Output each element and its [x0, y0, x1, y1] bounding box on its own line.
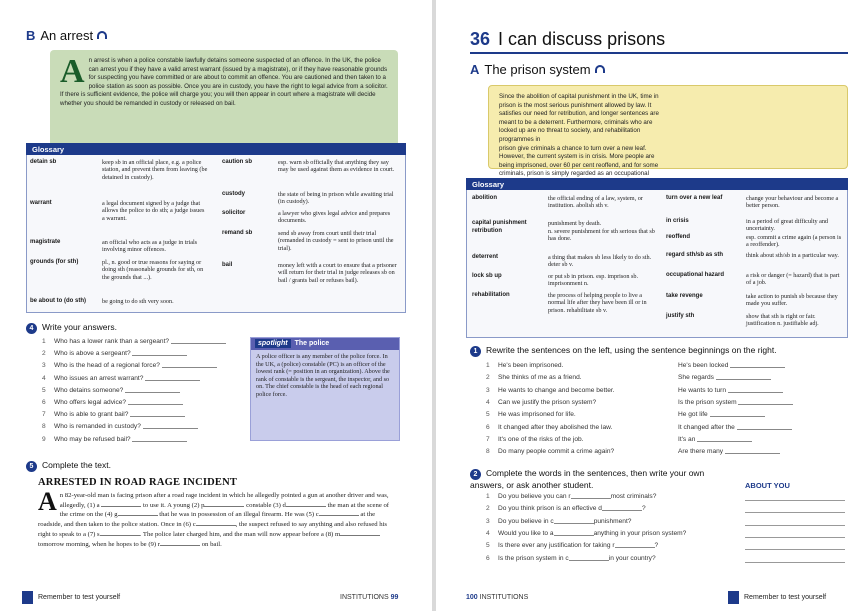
glossary-definition: a legal document signed by a judge that allows the police to do sth; a judge issues a warrant. — [102, 200, 205, 222]
about-you-line[interactable] — [745, 537, 845, 538]
section-a-heading: A The prison system — [470, 62, 605, 77]
rewrite-target-row — [678, 387, 783, 394]
glossary-definition: punishment by death. — [548, 220, 602, 227]
left-page — [0, 0, 432, 611]
glossary-definition: the state of being in prison while awaiting trial (in custody). — [278, 191, 394, 206]
sentence-start: Would you like to a — [498, 529, 554, 537]
answer-line[interactable] — [716, 374, 771, 380]
rewrite-source-row — [486, 362, 563, 369]
rewrite-source-row — [486, 411, 576, 418]
about-you-line[interactable] — [745, 512, 845, 513]
glossary-definition: esp. commit a crime again (a person is a reoffender). — [746, 234, 842, 249]
glossary-term: grounds (for sth) — [30, 259, 79, 265]
exercise-1-heading: 1 Rewrite the sentences on the left, using the sentence beginnings on the right. — [470, 345, 777, 357]
question-number: 2 — [42, 350, 46, 358]
complete-row — [486, 542, 658, 549]
glossary-term: lock sb up — [472, 273, 502, 279]
complete-row — [486, 518, 631, 525]
blank-7[interactable] — [100, 530, 140, 536]
glossary-term: deterrent — [472, 254, 499, 260]
page-number-left: INSTITUTIONS 99 — [340, 594, 399, 601]
question-number: 1 — [42, 338, 46, 345]
rewrite-source-row — [486, 448, 614, 455]
sentence-end: ? — [641, 505, 646, 513]
glossary-term: justify sth — [666, 313, 695, 319]
glossary-definition: esp. warn sb officially that anything they say may be used against them as evidence in court. — [278, 159, 395, 174]
question-number: 5 — [486, 411, 490, 419]
complete-row — [486, 555, 656, 562]
glossary-definition: pl., n. good or true reasons for saying or doing sth (reasonable grounds for sth, on the grounds that ...). — [102, 259, 204, 281]
glossary-term: caution sb — [222, 159, 253, 165]
glossary-term: rehabilitation — [472, 292, 510, 298]
exercise-5-heading: 5 Complete the text. — [26, 460, 111, 472]
rewrite-source-row — [486, 399, 596, 406]
question-row — [42, 436, 187, 443]
rewrite-source-text: He wants to change and become better. — [498, 386, 615, 394]
rewrite-beginning: He got life — [678, 411, 708, 419]
answer-line[interactable] — [728, 387, 783, 393]
glossary-definition: show that sth is right or fair. justification n. justifiable adj. — [746, 313, 819, 328]
question-row — [42, 350, 187, 357]
question-row — [42, 399, 183, 406]
answer-line[interactable] — [710, 411, 765, 417]
question-text: Who is the head of a regional force? — [54, 362, 160, 370]
question-row — [42, 411, 185, 418]
sentence-end: most criminals? — [610, 493, 657, 500]
sentence-end: ? — [654, 542, 659, 550]
word-blank[interactable] — [571, 493, 611, 499]
exercise-2-heading: 2 Complete the words in the sentences, then write your own answers, or ask another student. — [470, 468, 705, 490]
rewrite-source-text: He was imprisoned for life. — [498, 411, 576, 419]
blank-2[interactable] — [204, 501, 244, 507]
glossary-definition: an official who acts as a judge in trials involving minor offences. — [102, 239, 198, 254]
rewrite-target-row — [678, 424, 792, 431]
bookmark-icon — [22, 591, 33, 604]
rewrite-beginning: It changed after the — [678, 423, 735, 431]
question-number: 2 — [486, 505, 490, 513]
question-text: Who offers legal advice? — [54, 399, 127, 406]
word-blank[interactable] — [569, 555, 609, 561]
question-number: 7 — [42, 411, 46, 419]
rewrite-source-text: It changed after they abolished the law. — [498, 423, 613, 431]
glossary-title-right: Glossary — [466, 178, 848, 190]
rewrite-source-text: He's been imprisoned. — [498, 362, 564, 369]
answer-line[interactable] — [132, 350, 187, 356]
glossary-definition: be going to do sth very soon. — [102, 298, 174, 305]
section-b-heading: B An arrest — [26, 28, 107, 43]
complete-row — [486, 493, 656, 500]
glossary-term: turn over a new leaf — [666, 195, 723, 201]
story-text: An 82-year-old man is facing prison after a road rage incident in which he allegedly pointed a gun at another driver and was, allegedly, (1) a to use it. A young (2) p constable (3) d the man at the scene of the crime on the (4) g that he was in possession of an illegal firearm. He was (5) c at the roadside, and then taken to the police station. Once in (6) c , the suspect refused to say anything and also refused his right to speak to a (7) s . The police later charged him, and the man will now appear before a (8) m tomorrow morning, when he hopes to be (9) r on bail. — [38, 487, 390, 548]
answer-line[interactable] — [145, 375, 200, 381]
glossary-term: regard sth/sb as sth — [666, 252, 724, 258]
glossary-term: capital punishment — [472, 220, 527, 226]
about-you-line[interactable] — [745, 525, 845, 526]
complete-row — [486, 505, 646, 512]
glossary-definition: the process of helping people to live a normal life after they have been ill or in prison. rehabilitate sb v. — [548, 292, 647, 314]
question-number: 1 — [486, 362, 490, 369]
glossary-definition: take action to punish sb because they made you suffer. — [746, 293, 838, 308]
glossary-definition: a thing that makes sb less likely to do sth. deter sb v. — [548, 254, 652, 269]
question-number: 8 — [486, 448, 490, 456]
glossary-term: bail — [222, 262, 233, 268]
question-number: 4 — [486, 398, 490, 406]
question-row — [42, 387, 180, 394]
question-number: 6 — [486, 423, 490, 431]
glossary-term: warrant — [30, 200, 52, 206]
question-number: 6 — [42, 399, 46, 406]
glossary-definition: send sb away from court until their trial (remanded in custody = sent to prison until the trial). — [278, 230, 394, 252]
spotlight-police-box — [250, 337, 400, 441]
rewrite-source-row — [486, 374, 582, 381]
glossary-term: solicitor — [222, 210, 246, 216]
rewrite-source-text: She thinks of me as a friend. — [498, 374, 582, 382]
glossary-term: reoffend — [666, 234, 690, 240]
rewrite-beginning: He wants to turn — [678, 386, 727, 394]
glossary-term: remand sb — [222, 230, 253, 236]
spotlight-header: spotlight The police — [251, 338, 399, 350]
glossary-term: take revenge — [666, 293, 703, 299]
answer-line[interactable] — [130, 411, 185, 417]
sentence-start: Do you believe you can r — [498, 493, 571, 500]
sentence-start: Do you believe in c — [498, 517, 554, 525]
footer-reminder-right: Remember to test yourself — [744, 594, 827, 601]
glossary-definition: think about sth/sb in a particular way. — [746, 252, 839, 259]
sentence-start: Is there ever any justification for taking r — [498, 542, 615, 550]
unit-title: 36 I can discuss prisons — [470, 29, 666, 49]
sentence-start: Is the prison system in c — [498, 554, 569, 562]
question-text: Who detains someone? — [54, 386, 124, 394]
rewrite-target-row — [678, 448, 780, 455]
question-number: 6 — [486, 554, 490, 562]
question-row — [42, 375, 200, 382]
sentence-end: punishment? — [593, 517, 632, 525]
question-number: 4 — [486, 529, 490, 537]
blank-4[interactable] — [118, 510, 158, 516]
glossary-term: detain sb — [30, 159, 57, 165]
glossary-definition: keep sb in an official place, e.g. a police station, and prevent them from leaving (be detained in custody). — [102, 159, 208, 181]
story-title: ARRESTED IN ROAD RAGE INCIDENT — [38, 477, 238, 488]
sentence-start: Do you think prison is an effective d — [498, 505, 602, 513]
rewrite-beginning: He's been locked — [678, 362, 729, 369]
answer-line[interactable] — [697, 436, 752, 442]
exercise-4-heading: 4 Write your answers. — [26, 322, 117, 334]
question-number: 1 — [486, 493, 490, 500]
blank-6[interactable] — [196, 520, 236, 526]
about-you-line[interactable] — [745, 549, 845, 550]
question-text: Who may be refused bail? — [54, 435, 131, 443]
rewrite-source-row — [486, 387, 615, 394]
blank-9[interactable] — [160, 540, 200, 546]
sentence-end: in your country? — [608, 554, 656, 562]
glossary-term: abolition — [472, 195, 497, 201]
question-text: Who issues an arrest warrant? — [54, 374, 144, 382]
about-you-label: ABOUT YOU — [745, 481, 790, 490]
footer-reminder-left: Remember to test yourself — [38, 594, 121, 601]
about-you-line[interactable] — [745, 562, 845, 563]
rewrite-target-row — [678, 362, 785, 369]
glossary-definition: or put sb in prison. esp. imprison sb. imprisonment n. — [548, 273, 639, 288]
question-number: 8 — [42, 423, 46, 431]
answer-line[interactable] — [125, 387, 180, 393]
glossary-term: retribution — [472, 228, 502, 234]
rewrite-beginning: She regards — [678, 374, 714, 382]
blank-8[interactable] — [340, 530, 380, 536]
glossary-definition: n. severe punishment for sth serious that sb has done. — [548, 228, 655, 243]
answer-line[interactable] — [162, 362, 217, 368]
glossary-definition: money left with a court to ensure that a prisoner will return for their trial in judge releases sb on bail / grants bail or refuses bail). — [278, 262, 397, 284]
question-text: Who has a lower rank than a sergeant? — [54, 338, 170, 345]
question-number: 3 — [486, 517, 490, 525]
bookmark-icon — [728, 591, 739, 604]
question-number: 5 — [486, 542, 490, 550]
question-row — [42, 362, 217, 369]
sentence-end: anything in your prison system? — [593, 529, 687, 537]
rewrite-target-row — [678, 399, 793, 406]
question-text: Who is above a sergeant? — [54, 350, 131, 358]
question-number: 7 — [486, 435, 490, 443]
rewrite-source-row — [486, 424, 612, 431]
answer-line[interactable] — [737, 424, 792, 430]
question-number: 9 — [42, 435, 46, 443]
rewrite-target-row — [678, 411, 765, 418]
word-blank[interactable] — [615, 542, 655, 548]
question-row — [42, 338, 226, 345]
question-text: Who is able to grant bail? — [54, 411, 129, 419]
rewrite-target-row — [678, 374, 771, 381]
rewrite-source-text: Do many people commit a crime again? — [498, 448, 615, 456]
page-number-right: 100 INSTITUTIONS — [466, 594, 529, 601]
headphones-icon — [595, 65, 605, 73]
intro-box-prison: Since the abolition of capital punishment in the UK, time in prison is the most serious punishment allowed by law. It satisfies our need for retribution, and longer sentences are meant to be a deterrent. Furthermore, criminals who are locked up are no threat to society, and rehabilitation programmes inprison give criminals a chance to turn over a new leaf. However, the current system is in crisis. More people are being imprisoned, over 60 per cent reoffend, and for some criminals, prison is simply regarded as an occupational — [488, 85, 848, 169]
question-number: 2 — [486, 374, 490, 382]
answer-line[interactable] — [143, 423, 198, 429]
glossary-term: custody — [222, 191, 246, 197]
word-blank[interactable] — [554, 530, 594, 536]
about-you-line[interactable] — [745, 500, 845, 501]
answer-line[interactable] — [132, 436, 187, 442]
glossary-term: occupational hazard — [666, 272, 725, 278]
question-text: Who is remanded in custody? — [54, 423, 141, 431]
answer-line[interactable] — [128, 399, 183, 405]
blank-1[interactable] — [101, 501, 141, 507]
answer-line[interactable] — [171, 338, 226, 344]
blank-3[interactable] — [286, 501, 326, 507]
answer-line[interactable] — [730, 362, 785, 368]
rewrite-beginning: Is the prison system — [678, 398, 737, 406]
answer-line[interactable] — [725, 448, 780, 454]
glossary-definition: a lawyer who gives legal advice and prepares documents. — [278, 210, 391, 225]
rewrite-beginning: Are there many — [678, 448, 724, 456]
rewrite-target-row — [678, 436, 752, 443]
intro-box-arrest: An arrest is when a police constable lawfully detains someone suspected of an offence. In the UK, the police can arrest you if they have a valid arrest warrant (issued by a magistrate), or if they have reasonable grounds for suspecting you have committed or are about to commit an offence. You are cautioned and then taken to a police station as soon as possible. Once you are in custody, you have the right to legal advice from a solicitor. If there is sufficient evidence, the police will charge you; you will then appear in court where a magistrate will decide whether you should be remanded in custody or released on bail. — [50, 50, 398, 148]
glossary-term: be about to (do sth) — [30, 298, 86, 304]
glossary-definition: in a period of great difficulty and uncertainty. — [746, 218, 829, 233]
rewrite-source-text: Can we justify the prison system? — [498, 398, 597, 406]
glossary-term: in crisis — [666, 218, 689, 224]
answer-line[interactable] — [738, 399, 793, 405]
question-number: 4 — [42, 374, 46, 382]
question-row — [42, 423, 198, 430]
question-number: 3 — [486, 386, 490, 394]
glossary-title-left: Glossary — [26, 143, 406, 155]
blank-5[interactable] — [319, 510, 359, 516]
glossary-definition: change your behaviour and become a better person. — [746, 195, 839, 210]
glossary-term: magistrate — [30, 239, 61, 245]
rewrite-beginning: It's an — [678, 435, 696, 443]
word-blank[interactable] — [554, 518, 594, 524]
glossary-definition: the official ending of a law, system, or institution. abolish sth v. — [548, 195, 643, 210]
spotlight-text: A police officer is any member of the police force. In the UK, a (police) constable (PC) is an officer of the lowest rank (= position in an organization). Above the rank of constable is the sergeant, the inspector, and so on. The chief constable is the head of each regional police force. — [256, 353, 390, 398]
glossary-definition: a risk or danger (= hazard) that is part of a job. — [746, 272, 840, 287]
question-number: 3 — [42, 362, 46, 370]
rewrite-source-text: It's one of the risks of the job. — [498, 435, 584, 443]
rewrite-source-row — [486, 436, 584, 443]
complete-row — [486, 530, 686, 537]
word-blank[interactable] — [602, 505, 642, 511]
title-rule — [470, 52, 848, 54]
headphones-icon — [97, 31, 107, 39]
question-number: 5 — [42, 386, 46, 394]
